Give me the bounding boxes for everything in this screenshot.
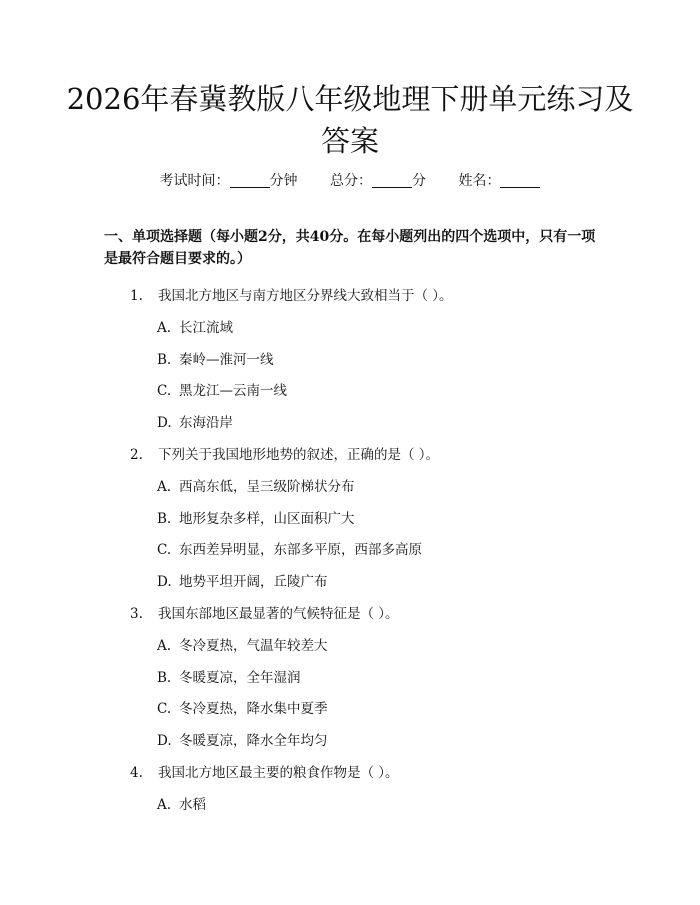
- student-name: [458, 173, 540, 189]
- question-number: 1.: [130, 288, 143, 304]
- title-line-1: 2026年春冀教版八年级地理下册单元练习及: [66, 82, 634, 116]
- option-text: 东海沿岸: [179, 415, 233, 431]
- option-letter: A.: [157, 320, 172, 336]
- question-text: 下列关于我国地形地势的叙述，正确的是（ ）。: [158, 447, 440, 463]
- student-name-label: 姓名：: [458, 173, 501, 189]
- option-4a: [157, 793, 206, 813]
- option-1c: [157, 379, 287, 399]
- exam-time-label: 考试时间：: [159, 173, 230, 189]
- exam-time-blank: [230, 173, 270, 188]
- option-1d: [157, 411, 233, 431]
- exam-meta: [0, 170, 700, 190]
- option-text: 黑龙江—云南一线: [179, 383, 287, 399]
- option-text: 东西差异明显，东部多平原，西部多高原: [179, 542, 422, 558]
- question-number: 4.: [130, 765, 143, 781]
- total-score-label: 总分：: [330, 173, 372, 189]
- option-text: 地形复杂多样，山区面积广大: [179, 511, 355, 527]
- option-text: 冬冷夏热，气温年较差大: [179, 638, 328, 654]
- option-text: 冬冷夏热，降水集中夏季: [179, 701, 328, 717]
- question-2: [130, 443, 439, 463]
- total-score-blank: [372, 173, 412, 188]
- total-score-unit: 分: [412, 173, 426, 189]
- question-1: [130, 284, 453, 304]
- question-text: 我国北方地区与南方地区分界线大致相当于（ ）。: [158, 288, 453, 304]
- option-letter: A.: [157, 479, 172, 495]
- option-2b: [157, 507, 355, 527]
- option-letter: B.: [157, 511, 172, 527]
- option-2a: [157, 475, 355, 495]
- option-letter: A.: [157, 797, 172, 813]
- option-text: 水稻: [179, 797, 206, 813]
- option-letter: C.: [157, 383, 172, 399]
- option-text: 冬暖夏凉，全年湿润: [179, 670, 301, 686]
- option-3d: [157, 729, 328, 749]
- option-3b: [157, 666, 301, 686]
- option-letter: B.: [157, 352, 172, 368]
- option-2d: [157, 570, 328, 590]
- option-text: 长江流域: [179, 320, 233, 336]
- total-score: [330, 173, 430, 189]
- option-3a: [157, 634, 328, 654]
- option-text: 秦岭—淮河一线: [179, 352, 274, 368]
- question-text: 我国北方地区最主要的粮食作物是（ ）。: [158, 765, 399, 781]
- document-title: [60, 78, 640, 162]
- option-1a: [157, 316, 233, 336]
- option-letter: D.: [157, 574, 172, 590]
- option-text: 地势平坦开阔，丘陵广布: [179, 574, 328, 590]
- exam-time-unit: 分钟: [269, 173, 298, 189]
- section-heading: 一、单项选择题（每小题2分，共40分。在每小题列出的四个选项中，只有一项是最符合题目要求的。）: [104, 229, 596, 267]
- option-text: 冬暖夏凉，降水全年均匀: [179, 733, 328, 749]
- option-letter: D.: [157, 733, 172, 749]
- title-line-2: 答案: [320, 124, 379, 158]
- question-number: 3.: [130, 606, 143, 622]
- option-2c: [157, 538, 422, 558]
- option-letter: D.: [157, 415, 172, 431]
- question-3: [130, 602, 399, 622]
- option-letter: C.: [157, 701, 172, 717]
- option-letter: C.: [157, 542, 172, 558]
- option-letter: A.: [157, 638, 172, 654]
- exam-time: [160, 173, 302, 189]
- option-3c: [157, 697, 328, 717]
- question-text: 我国东部地区最显著的气候特征是（ ）。: [158, 606, 399, 622]
- student-name-blank: [500, 173, 540, 188]
- question-4: [130, 761, 399, 781]
- question-number: 2.: [130, 447, 143, 463]
- option-text: 西高东低，呈三级阶梯状分布: [179, 479, 355, 495]
- option-letter: B.: [157, 670, 172, 686]
- option-1b: [157, 348, 274, 368]
